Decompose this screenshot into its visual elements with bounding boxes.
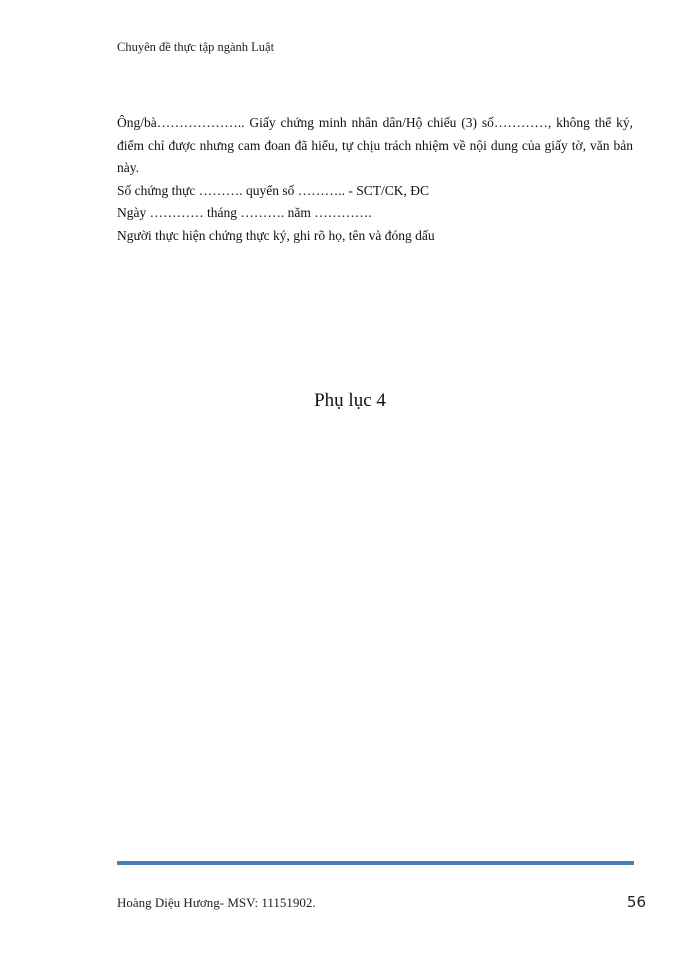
declaration-paragraph: Ông/bà……………….. Giấy chứng minh nhân dân/Hộ chiếu (3) số…………, không thể ký, điểm chỉ được nhưng cam đoan đã hiểu, tự chịu trách nhiệm về nội dung của giấy tờ, văn bản này.	[117, 115, 633, 175]
date-line: Ngày ………… tháng ………. năm ………….	[117, 205, 372, 220]
certifier-signature-line: Người thực hiện chứng thực ký, ghi rõ họ, tên và đóng dấu	[117, 227, 435, 243]
footer-divider	[117, 861, 634, 865]
certification-number-line: Số chứng thực ………. quyển số ……….. - SCT/CK, ĐC	[117, 182, 430, 198]
footer-author: Hoàng Diệu Hương- MSV: 11151902.	[117, 895, 316, 910]
appendix-heading: Phụ lục 4	[314, 390, 386, 411]
page-header: Chuyên đề thực tập ngành Luật	[117, 40, 275, 54]
page-number: 56	[626, 893, 646, 911]
document-body	[117, 112, 633, 247]
